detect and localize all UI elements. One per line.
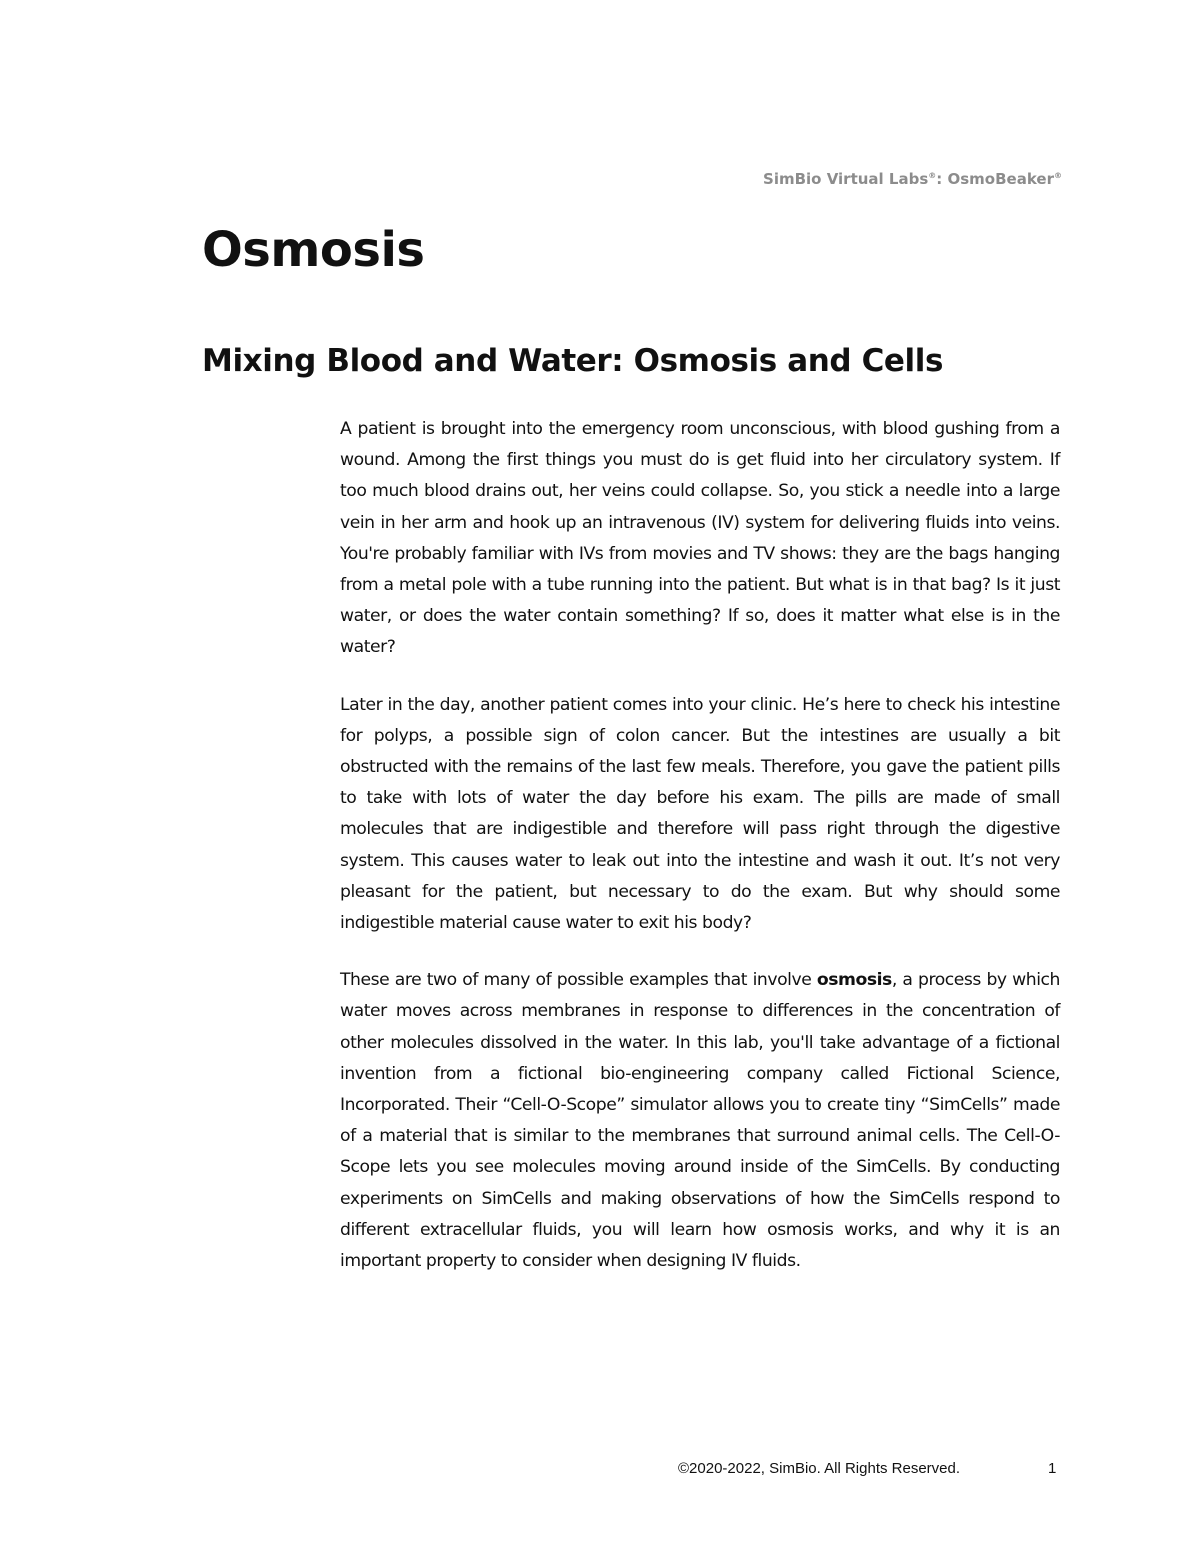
paragraph-3-lead: These are two of many of possible examples that involve xyxy=(340,970,817,991)
document-title: Osmosis xyxy=(202,222,425,278)
header-separator: : xyxy=(936,170,948,188)
osmosis-term: osmosis xyxy=(816,970,892,991)
header-product: SimBio Virtual Labs xyxy=(763,170,929,188)
paragraph-1: A patient is brought into the emergency room unconscious, with blood gushing from a wound. Among the first things you must do is get fluid into her circulatory system. If too much blood drains out, her veins could collapse. So, you stick a needle into a large vein in her arm and hook up an intravenous (IV) system for delivering fluids into veins. You're probably familiar with IVs from movies and TV shows: they are the bags hanging from a metal pole with a tube running into the patient. But what is in that bag? Is it just water, or does the water contain something? If so, does it matter what else is in the water? xyxy=(340,419,1060,658)
running-header xyxy=(763,170,1062,188)
body-text xyxy=(340,414,1060,1303)
header-lab: OsmoBeaker xyxy=(947,170,1054,188)
header-product-mark: ® xyxy=(928,171,937,180)
paragraph-2: Later in the day, another patient comes into your clinic. He’s here to check his intestine for polyps, a possible sign of colon cancer. But the intestines are usually a bit obstructed with the remains of the last few meals. Therefore, you gave the patient pills to take with lots of water the day before his exam. The pills are made of small molecules that are indigestible and therefore will pass right through the digestive system. This causes water to leak out into the intestine and wash it out. It’s not very pleasant for the patient, but necessary to do the exam. But why should some indigestible material cause water to exit his body? xyxy=(340,694,1060,934)
page-number: 1 xyxy=(1048,1460,1057,1477)
paragraph-3 xyxy=(340,965,1060,1277)
section-heading: Mixing Blood and Water: Osmosis and Cells xyxy=(202,343,944,379)
paragraph-3-rest: , a process by which water moves across membranes in response to differences in the concentration of other molecules dissolved in the water. In this lab, you'll take advantage of a fictional invention from a fictional bio-engineering company called Fictional Science, Incorporated. Their “Cell-O-Scope” simulator allows you to create tiny “SimCells” made of a material that is similar to the membranes that surround animal cells. The Cell-O-Scope lets you see molecules moving around inside of the SimCells. By conducting experiments on SimCells and making observations of how the SimCells respond to different extracellular fluids, you will learn how osmosis works, and why it is an important property to consider when designing IV fluids. xyxy=(340,970,1060,1272)
copyright-notice: ©2020-2022, SimBio. All Rights Reserved. xyxy=(678,1460,961,1477)
header-lab-mark: ® xyxy=(1054,171,1062,180)
